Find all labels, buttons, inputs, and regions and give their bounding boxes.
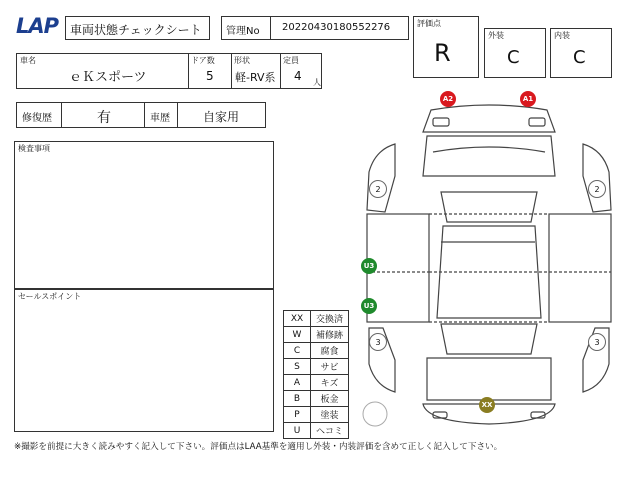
legend-row — [284, 327, 349, 343]
front-left-fender — [367, 144, 395, 212]
tyre-rear-left: 3 — [369, 333, 387, 351]
sheet-title: 車両状態チェックシート — [70, 23, 202, 37]
spare-tire-marker — [363, 402, 387, 426]
windshield-outline — [441, 192, 537, 222]
footer-note: ※撮影を前提に大きく読みやすく記入して下さい。評価点はLAA基準を適用し外装・内装評価を含めて正しく記入して下さい。 — [14, 442, 503, 452]
legend-row — [284, 375, 349, 391]
tyre-rear-right: 3 — [588, 333, 606, 351]
legend-description: 腐食 — [311, 343, 349, 359]
doors-label: ドア数 — [191, 56, 215, 65]
usage-label: 車歴 — [150, 113, 170, 124]
legend-code: P — [284, 407, 311, 423]
inspection-label: 検査事項 — [18, 144, 50, 153]
front-right-fender — [583, 144, 611, 212]
legend-code: C — [284, 343, 311, 359]
interior-value: C — [573, 47, 586, 68]
damage-mark-a1: A1 — [520, 91, 536, 107]
exterior-label: 外装 — [488, 31, 504, 40]
repair-label: 修復歴 — [22, 113, 52, 124]
mgmt-number-box — [221, 16, 409, 40]
legend-code: XX — [284, 311, 311, 327]
legend-table — [283, 310, 349, 439]
doors-value: 5 — [206, 69, 214, 83]
legend-row — [284, 311, 349, 327]
legend-code: U — [284, 423, 311, 439]
sales-point-box — [14, 289, 274, 432]
legend-description: 板金 — [311, 391, 349, 407]
legend-row — [284, 391, 349, 407]
capacity-label: 定員 — [283, 56, 299, 65]
legend-code: W — [284, 327, 311, 343]
name-label: 車名 — [20, 56, 36, 65]
legend-description: 補修跡 — [311, 327, 349, 343]
score-label: 評価点 — [417, 19, 441, 28]
legend-code: B — [284, 391, 311, 407]
right-side-panel — [549, 214, 611, 322]
legend-description: ヘコミ — [311, 423, 349, 439]
sales-point-label: セールスポイント — [18, 292, 82, 301]
legend-row — [284, 407, 349, 423]
exterior-box — [484, 28, 546, 78]
shape-label: 形状 — [234, 56, 250, 65]
legend-description: キズ — [311, 375, 349, 391]
repair-value: 有 — [97, 110, 111, 126]
laa-logo: LAP — [16, 14, 59, 38]
car-diagram — [355, 92, 623, 432]
tyre-front-left: 2 — [369, 180, 387, 198]
damage-mark-u3-lower: U3 — [361, 298, 377, 314]
name-value: ｅＫスポーツ — [69, 70, 147, 85]
legend-row — [284, 359, 349, 375]
damage-mark-a2: A2 — [440, 91, 456, 107]
interior-box — [550, 28, 612, 78]
legend-row — [284, 343, 349, 359]
history-row — [16, 102, 266, 128]
damage-mark-u3-upper: U3 — [361, 258, 377, 274]
exterior-value: C — [507, 47, 520, 68]
hood-outline — [423, 136, 555, 176]
rear-hatch-outline — [427, 358, 551, 400]
interior-label: 内装 — [554, 31, 570, 40]
legend-code: S — [284, 359, 311, 375]
shape-value: 軽-RV系 — [235, 71, 276, 84]
mgmt-value: 20220430180552276 — [282, 22, 391, 33]
score-value: R — [434, 39, 451, 67]
vehicle-row — [16, 53, 322, 89]
legend-code: A — [284, 375, 311, 391]
legend-description: 塗装 — [311, 407, 349, 423]
inspection-box — [14, 141, 274, 289]
mgmt-label: 管理No — [226, 26, 260, 37]
tyre-front-right: 2 — [588, 180, 606, 198]
capacity-unit: 人 — [313, 78, 321, 87]
capacity-value: 4 — [294, 69, 302, 83]
score-box — [413, 16, 479, 78]
legend-description: サビ — [311, 359, 349, 375]
legend-description: 交換済 — [311, 311, 349, 327]
usage-value: 自家用 — [203, 110, 240, 124]
damage-mark-xx: XX — [479, 397, 495, 413]
rear-window-outline — [441, 324, 537, 354]
legend-row — [284, 423, 349, 439]
title-box — [65, 16, 210, 40]
